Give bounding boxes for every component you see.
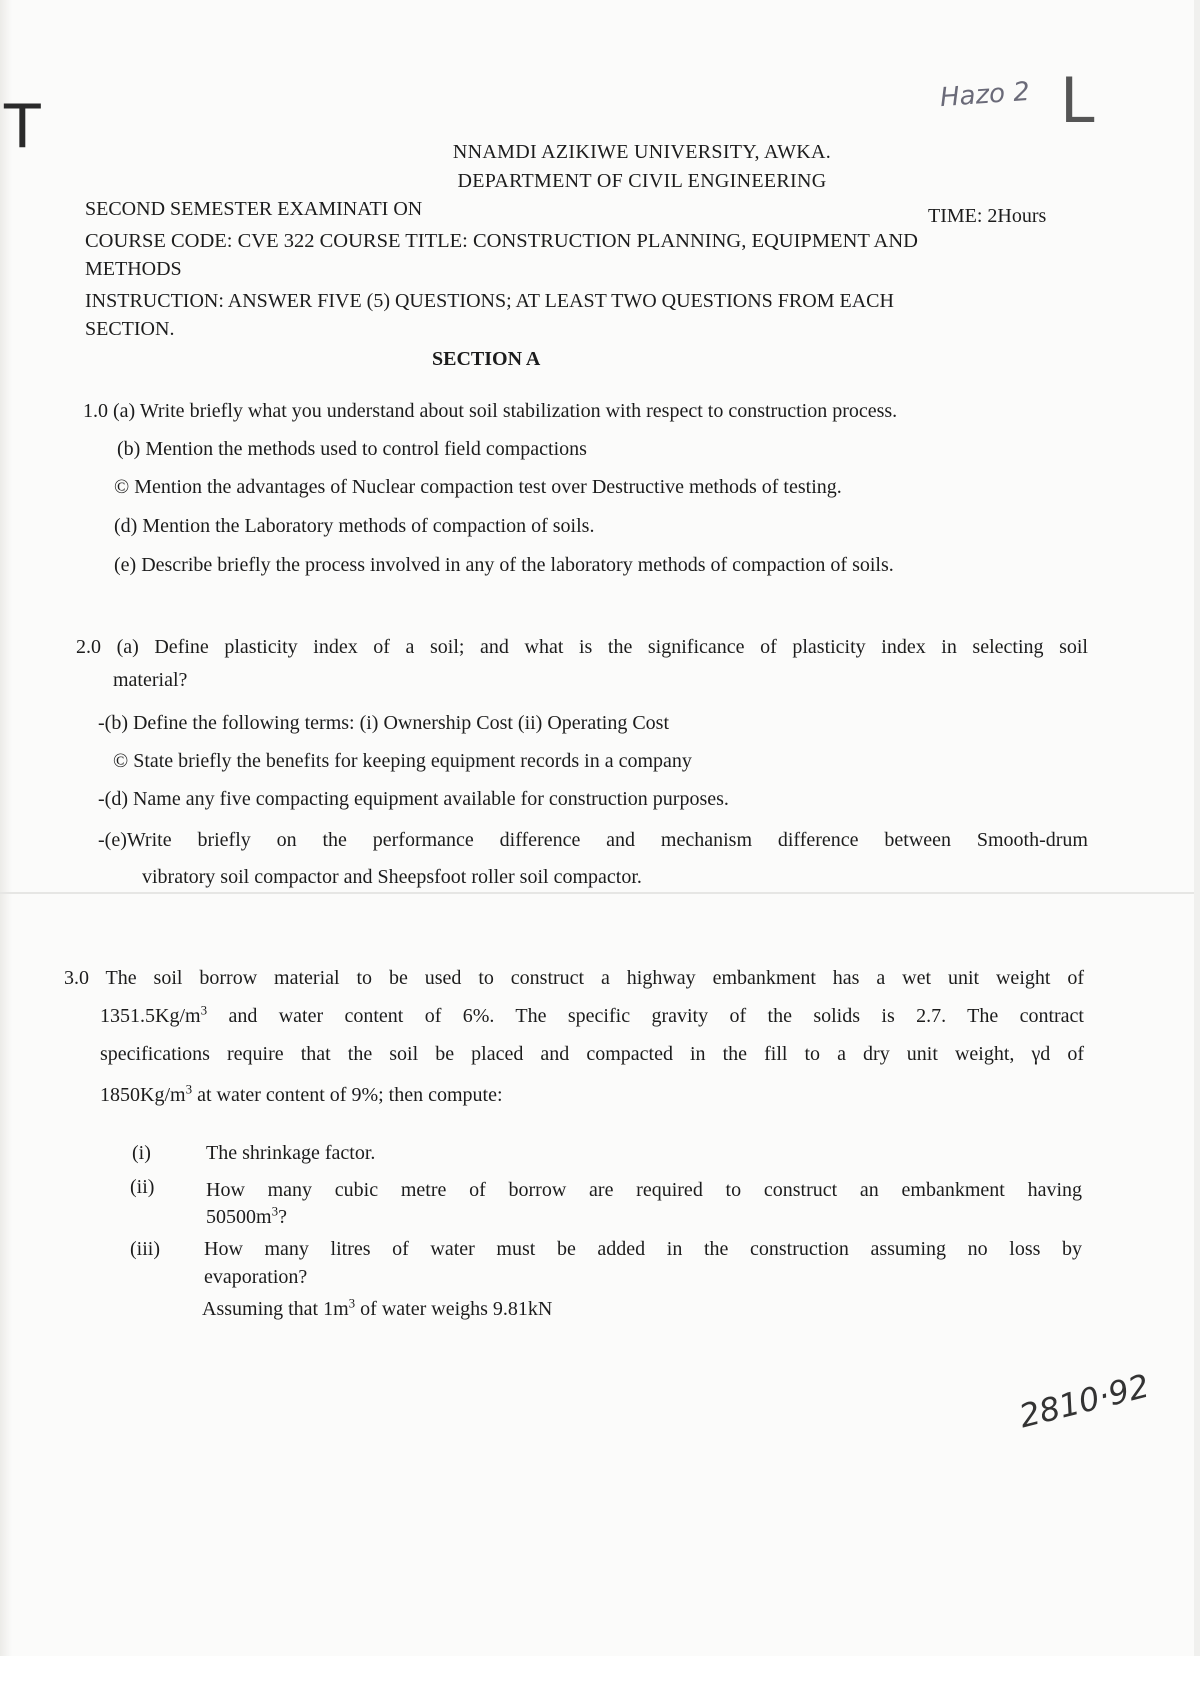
q3-sub-i-label: (i) [132, 1142, 151, 1164]
q3-note-end: of water weighs 9.81kN [355, 1298, 553, 1320]
q3-sub-iii-label: (iii) [130, 1238, 160, 1260]
q3-superscript: 3 [271, 1203, 279, 1219]
q2-part-e-line1: -(e)Write briefly on the performance difference and mechanism difference between Smooth-drum [98, 829, 1088, 851]
department-name: DEPARTMENT OF CIVIL ENGINEERING [457, 170, 827, 192]
section-a-title: SECTION A [432, 348, 541, 370]
handwritten-t-mark: T [4, 92, 41, 162]
paper-crease [0, 0, 12, 1696]
q3-question-mark: ? [278, 1206, 287, 1228]
q3-line2 [100, 1002, 1084, 1028]
q1-part-e: (e) Describe briefly the process involved in any of the laboratory methods of compaction of soils. [114, 554, 894, 576]
handwritten-number: 2810·92 [1015, 1366, 1153, 1436]
instruction-line-2: SECTION. [85, 318, 175, 340]
q3-line3: specifications require that the soil be placed and compacted in the fill to a dry unit weight, γd of [100, 1043, 1084, 1065]
scan-margin [0, 1656, 1200, 1696]
q3-sub-iii-text2: evaporation? [204, 1266, 308, 1288]
paper-fold-line [0, 892, 1200, 894]
q2-part-e-line2: vibratory soil compactor and Sheepsfoot roller soil compactor. [142, 866, 642, 888]
q2-part-a-line2: material? [113, 669, 188, 691]
q2-part-b: -(b) Define the following terms: (i) Ownership Cost (ii) Operating Cost [98, 712, 669, 734]
q3-dry-unit-weight: 1850Kg/m [100, 1084, 186, 1106]
q3-note [202, 1295, 553, 1321]
q3-line2-rest: and water content of 6%. The specific gravity of the solids is 2.7. The contract [207, 1005, 1084, 1027]
q3-sub-ii-text2 [206, 1203, 287, 1229]
q1-part-c: © Mention the advantages of Nuclear compaction test over Destructive methods of testing. [114, 476, 842, 498]
q3-sub-iii-text1: How many litres of water must be added in the construction assuming no loss by [204, 1238, 1082, 1260]
exam-time: TIME: 2Hours [928, 205, 1047, 227]
q3-sub-ii-text1: How many cubic metre of borrow are required to construct an embankment having [206, 1179, 1082, 1201]
q3-note-start: Assuming that 1m [202, 1298, 349, 1320]
q3-line4-rest: at water content of 9%; then compute: [192, 1084, 503, 1106]
q3-sub-i-text: The shrinkage factor. [206, 1142, 376, 1164]
q2-part-c: © State briefly the benefits for keeping equipment records in a company [113, 750, 692, 772]
q2-part-d: -(d) Name any five compacting equipment available for construction purposes. [98, 788, 729, 810]
q1-part-b: (b) Mention the methods used to control field compactions [117, 438, 587, 460]
university-name: NNAMDI AZIKIWE UNIVERSITY, AWKA. [452, 141, 832, 163]
q3-embankment-volume: 50500m [206, 1206, 272, 1228]
q1-part-a: 1.0 (a) Write briefly what you understand about soil stabilization with respect to construction process. [83, 400, 898, 422]
q3-superscript: 3 [185, 1081, 193, 1097]
q3-sub-ii-label: (ii) [130, 1176, 155, 1198]
q3-wet-unit-weight: 1351.5Kg/m [100, 1005, 201, 1027]
course-line-2: METHODS [85, 258, 182, 280]
semester-label: SECOND SEMESTER EXAMINATI ON [85, 198, 423, 220]
instruction-line-1: INSTRUCTION: ANSWER FIVE (5) QUESTIONS; AT LEAST TWO QUESTIONS FROM EACH [85, 290, 894, 312]
q3-line4 [100, 1081, 503, 1107]
q1-part-d: (d) Mention the Laboratory methods of compaction of soils. [114, 515, 595, 537]
q3-superscript: 3 [348, 1295, 356, 1311]
handwritten-score: L [1060, 64, 1095, 137]
paper-edge [1194, 0, 1200, 1696]
q2-part-a-line1: 2.0 (a) Define plasticity index of a soil; and what is the significance of plasticity index in selecting soil [76, 636, 1088, 658]
handwritten-note: Hazo 2 [939, 76, 1031, 114]
q3-line1: 3.0 The soil borrow material to be used to construct a highway embankment has a wet unit weight of [64, 967, 1084, 989]
course-line-1: COURSE CODE: CVE 322 COURSE TITLE: CONSTRUCTION PLANNING, EQUIPMENT AND [85, 230, 918, 252]
q3-superscript: 3 [200, 1002, 208, 1018]
